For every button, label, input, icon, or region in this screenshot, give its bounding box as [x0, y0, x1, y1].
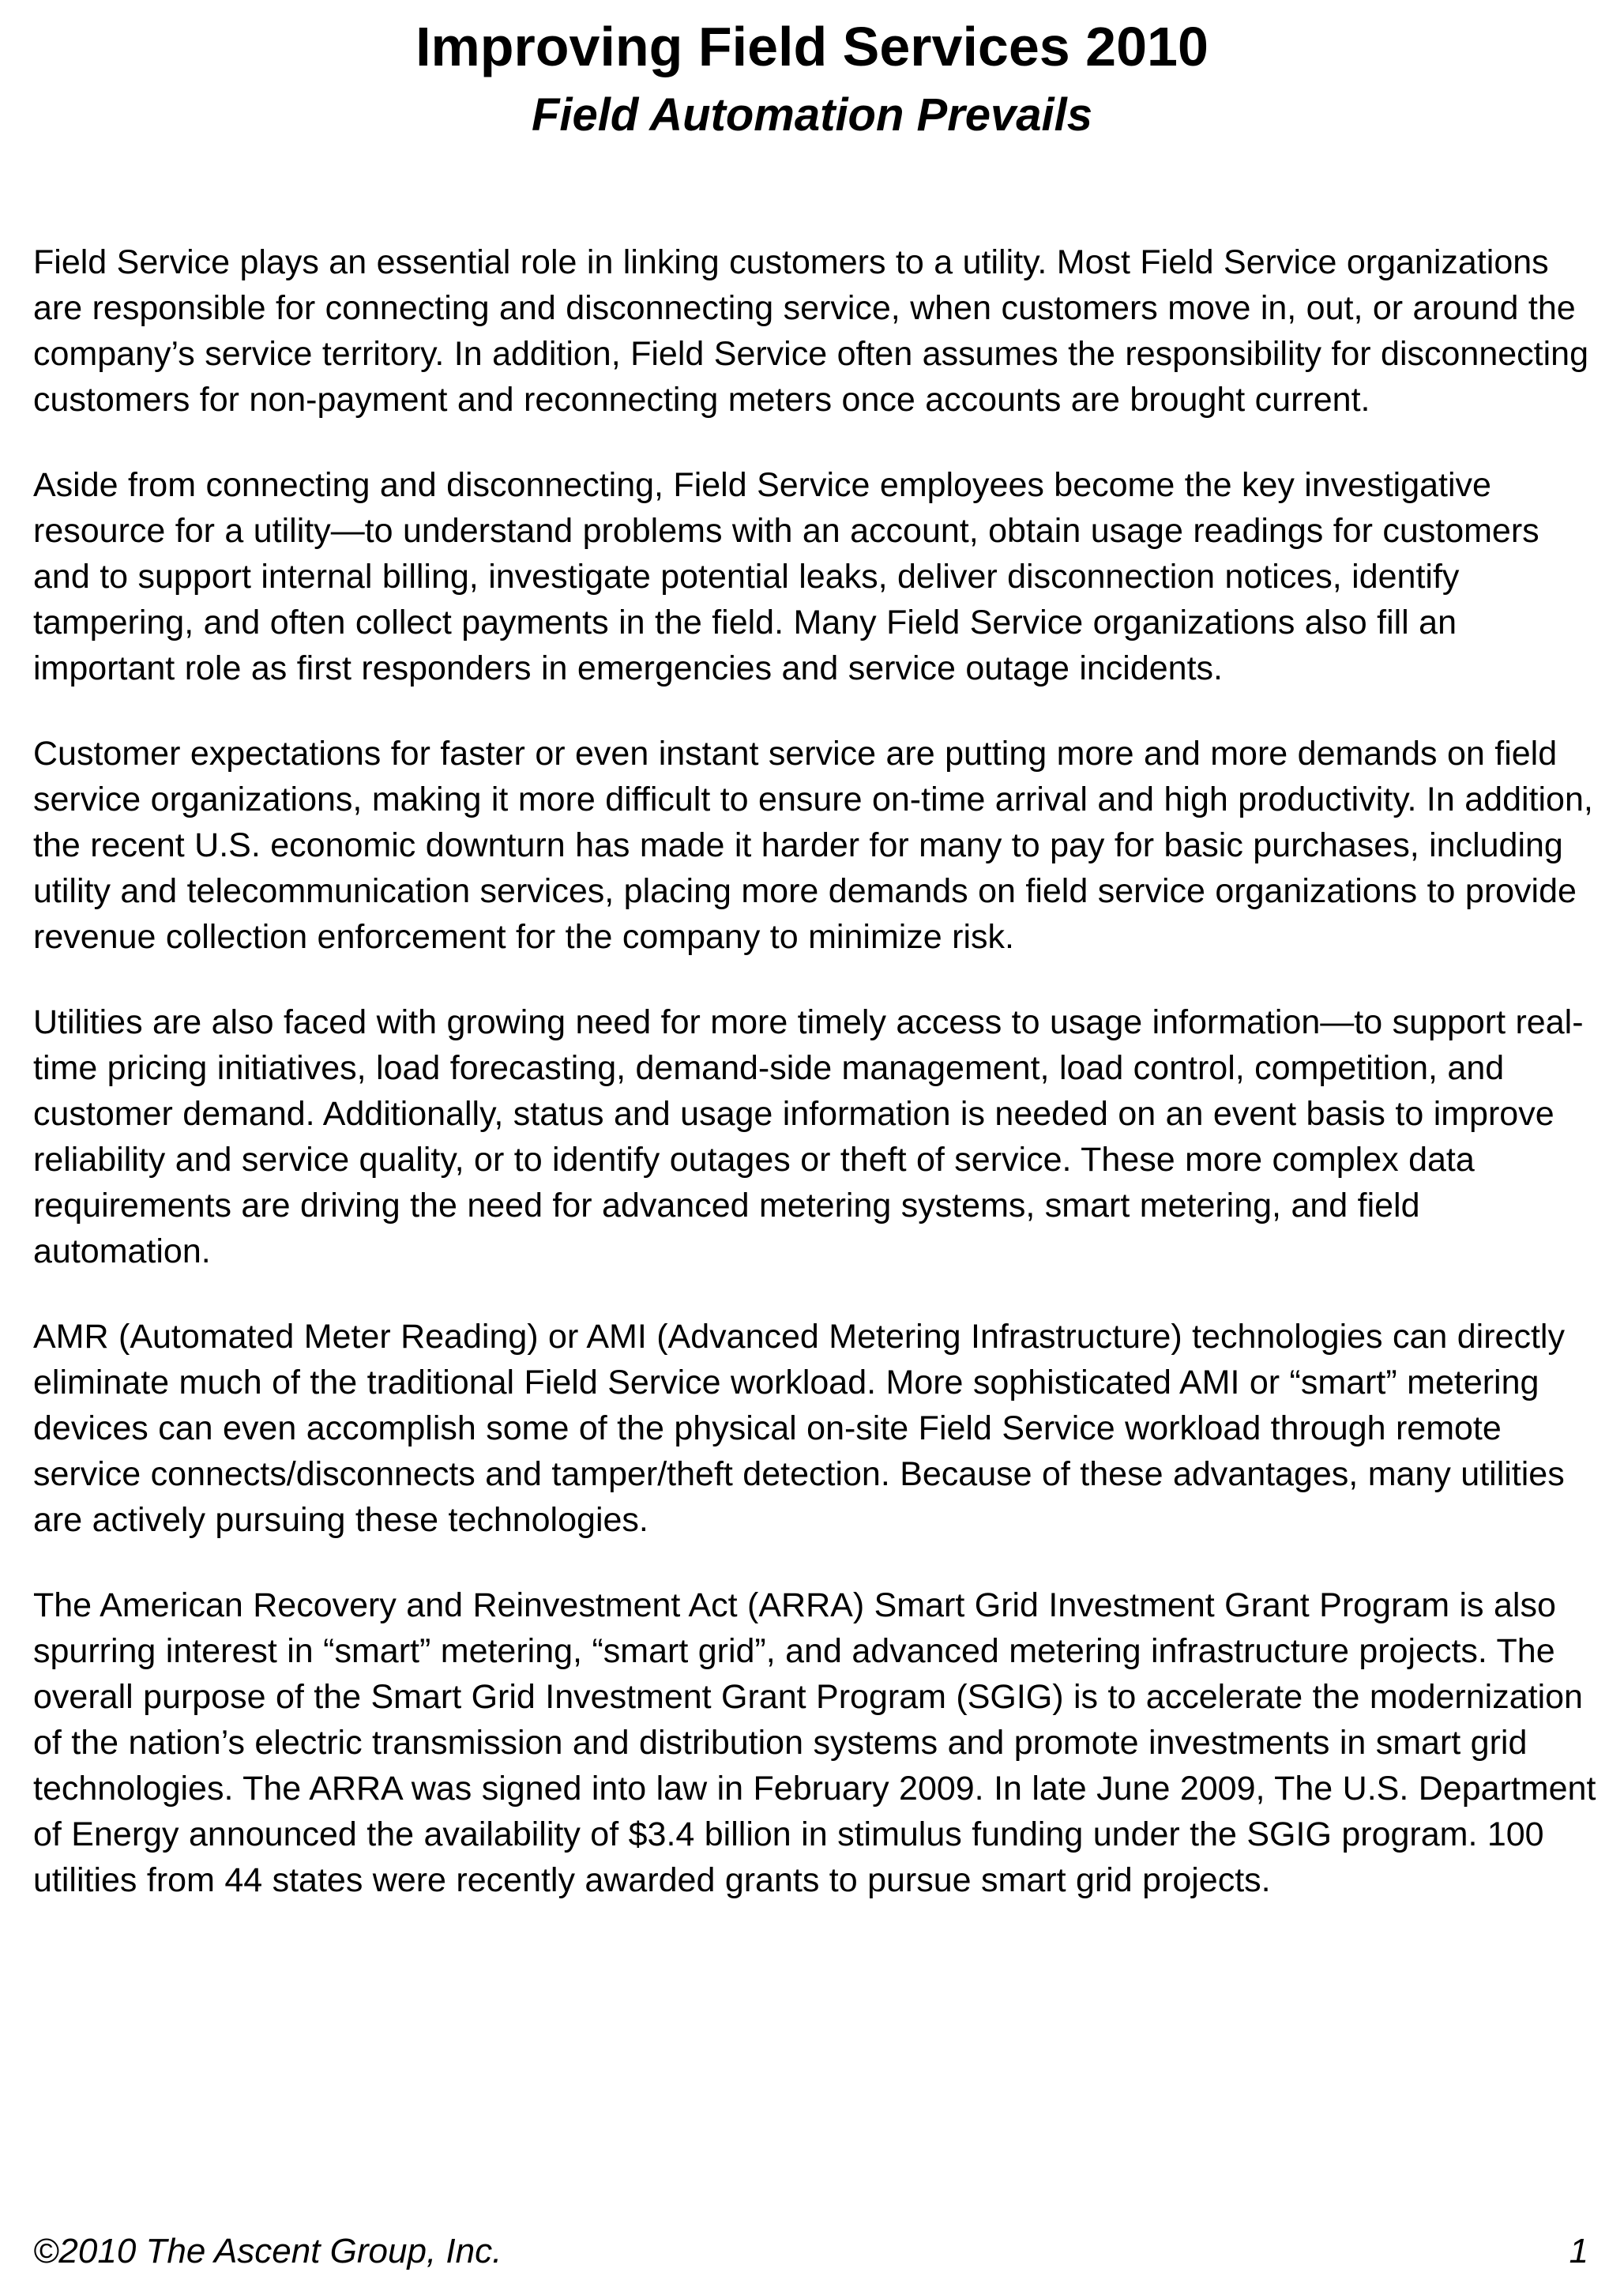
paragraph-3: Customer expectations for faster or even instant service are putting more and more demands on field service organizations, making it more difficult to ensure on-time arrival and high productivity. In addition, the recent U.S. economic downturn has made it harder for many to pay for basic purchases, including utility and telecommunication services, placing more demands on field service organizations to provide revenue collection enforcement for the company to minimize risk. [33, 735, 1593, 956]
paragraph-2: Aside from connecting and disconnecting, Field Service employees become the key investigative resource for a utility—to understand problems with an account, obtain usage readings for customers and to support internal billing, investigate potential leaks, deliver disconnection notices, identify tampering, and often collect payments in the field. Many Field Service organizations also fill an important role as first responders in emergencies and service outage incidents. [33, 466, 1539, 687]
page-title: Improving Field Services 2010 [415, 16, 1209, 77]
footer-page-number: 1 [1569, 2232, 1588, 2270]
paragraph-4: Utilities are also faced with growing need for more timely access to usage information—to support real-time pricing initiatives, load forecasting, demand-side management, load control, competition, and customer demand. Additionally, status and usage information is needed on an event basis to improve reliability and service quality, or to identify outages or theft of service. These more complex data requirements are driving the need for advanced metering systems, smart metering, and field automation. [33, 1003, 1584, 1270]
page-subtitle: Field Automation Prevails [531, 89, 1093, 141]
paragraph-1: Field Service plays an essential role in linking customers to a utility. Most Field Service organizations are responsible for connecting and disconnecting service, when customers move in, out, or around the company’s service territory. In addition, Field Service often assumes the responsibility for disconnecting customers for non-payment and reconnecting meters once accounts are brought current. [33, 243, 1588, 419]
paragraph-5: AMR (Automated Meter Reading) or AMI (Advanced Metering Infrastructure) technologies can directly eliminate much of the traditional Field Service workload. More sophisticated AMI or “smart” metering devices can even accomplish some of the physical on-site Field Service workload through remote service connects/disconnects and tamper/theft detection. Because of these advantages, many utilities are actively pursuing these technologies. [33, 1318, 1565, 1539]
paragraph-6: The American Recovery and Reinvestment Act (ARRA) Smart Grid Investment Grant Program is also spurring interest in “smart” metering, “smart grid”, and advanced metering infrastructure projects. The overall purpose of the Smart Grid Investment Grant Program (SGIG) is to accelerate the modernization of the nation’s electric transmission and distribution systems and promote investments in smart grid technologies. The ARRA was signed into law in February 2009. In late June 2009, The U.S. Department of Energy announced the availability of $3.4 billion in stimulus funding under the SGIG program. 100 utilities from 44 states were recently awarded grants to pursue smart grid projects. [33, 1586, 1596, 1899]
footer-copyright: ©2010 The Ascent Group, Inc. [33, 2232, 502, 2270]
body-text [33, 239, 1597, 1943]
